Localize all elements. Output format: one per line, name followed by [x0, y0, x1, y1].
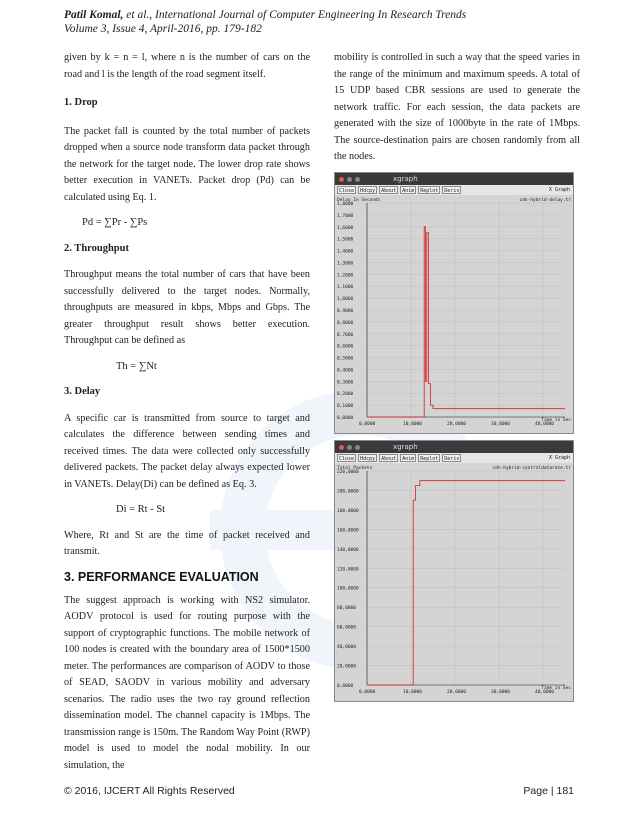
x-axis-label: Time in Sec — [541, 686, 571, 691]
x-tick-label: 0,0000 — [359, 422, 376, 427]
y-tick-label: 1,1000 — [337, 285, 354, 291]
x-tick-label: 30,0000 — [491, 690, 510, 695]
drop-formula: Pd = ∑Pr - ∑Ps — [82, 217, 148, 228]
close-button[interactable]: Close — [339, 188, 355, 194]
deriv-button[interactable]: Deriv — [444, 188, 460, 194]
throughput-paragraph: Throughput means the total number of cars that have been successfully delivered to the target nodes. Normally, throughputs are measured in kbps, Mbps and Gbps. The greater throughput result shows better execution. Throughput can be defined as — [64, 269, 310, 346]
y-tick-label: 60,0000 — [337, 625, 356, 631]
x-tick-label: 10,0000 — [403, 690, 422, 695]
delay-note: Where, Rt and St are the time of packet received and transmit. — [64, 529, 310, 557]
y-tick-label: 1,3000 — [337, 261, 354, 267]
y-tick-label: 120,0000 — [337, 567, 359, 573]
xgraph-titlebar — [335, 441, 573, 453]
y-axis-label: Delay In Seconds — [337, 198, 381, 203]
y-tick-label: 0,4000 — [337, 368, 354, 374]
maximize-window-icon[interactable] — [355, 445, 360, 450]
throughput-number: 2 — [64, 242, 70, 254]
y-tick-label: 0,7000 — [337, 332, 354, 338]
anim-button[interactable]: Anim — [402, 188, 415, 194]
y-tick-label: 20,0000 — [337, 664, 356, 670]
xgraph-title: xgraph — [393, 443, 418, 451]
xgraph-title: xgraph — [393, 175, 418, 183]
header-citation: et al., International Journal of Computer Engineering In Research Trends — [123, 9, 467, 21]
right-paragraph: mobility is controlled in such a way that the speed varies in the range of the minimum and maximum speeds. A total of 15 UDP based CBR sessions are used to generate the network traffic. For each session, the data packets are generated with the size of 1000byte in the rate of 1Mbps. The source-destination pairs are chosen randomly from all the nodes. — [334, 52, 580, 162]
y-tick-label: 0,5000 — [337, 356, 354, 362]
y-tick-label: 40,0000 — [337, 645, 356, 651]
close-window-icon[interactable] — [339, 177, 344, 182]
legend-entry: cdn-hybrid-delay.tr — [519, 198, 571, 203]
y-tick-label: 1,5000 — [337, 237, 354, 243]
x-tick-label: 30,0000 — [491, 422, 510, 427]
replot-button[interactable]: Replot — [420, 456, 439, 462]
x-tick-label: 40,0000 — [535, 422, 554, 427]
y-tick-label: 160,0000 — [337, 528, 359, 534]
hdcpy-button[interactable]: Hdcpy — [360, 456, 376, 462]
x-tick-label: 0,0000 — [359, 690, 376, 695]
right-column — [334, 50, 580, 166]
y-tick-label: 0,1000 — [337, 404, 354, 410]
y-axis-label: Total Packets — [337, 466, 373, 471]
xgraph-window-delay — [334, 172, 574, 434]
throughput-formula: Th = ∑Nt — [116, 360, 157, 372]
y-tick-label: 1,4000 — [337, 249, 354, 255]
xgraph-label: X Graph — [548, 187, 570, 193]
y-tick-label: 0,2000 — [337, 392, 354, 398]
drop-heading: 1. Drop — [64, 97, 98, 108]
xgraph-toolbar — [335, 453, 573, 463]
y-tick-label: 0,8000 — [337, 320, 354, 326]
intro-paragraph: given by k = n = l, where n is the number of cars on the road and l is the length of the road segment itself. — [64, 52, 310, 80]
y-tick-label: 1,0000 — [337, 297, 354, 303]
y-tick-label: 180,0000 — [337, 508, 359, 514]
y-tick-label: 1,7000 — [337, 213, 354, 219]
y-tick-label: 0,6000 — [337, 344, 354, 350]
close-button[interactable]: Close — [339, 456, 355, 462]
y-tick-label: 0,3000 — [337, 380, 354, 386]
y-tick-label: 0,0000 — [337, 416, 354, 421]
legend-entry: cdn-hybrid-controldatarate.tr — [492, 466, 571, 471]
drop-paragraph: The packet fall is counted by the total number of packets dropped when a source node transform data packet through the network for the target node. The lower drop rate shows better execution in VANETs. Packet drop (Pd) can be calculated using Eq. 1. — [64, 125, 310, 203]
xgraph-label: X Graph — [548, 455, 570, 461]
x-tick-label: 40,0000 — [535, 690, 554, 695]
xgraph-toolbar — [335, 185, 573, 195]
performance-paragraph: The suggest approach is working with NS2 simulator. AODV protocol is used for routing purpose with the support of cryptographic functions. The mobile network of 100 nodes is created with the boundary area of 1500*1500 meter. The performances are comparison of AODV to those of SEAD, SAODV in various mobility and adversary scenarios. The radio uses the two ray ground reflection dissemination model. The channel capacity is 1Mbps. The transmission range is 150m. The Random Way Point (RWP) model is used to model the nodal mobility. In our simulation, the — [64, 594, 310, 771]
y-tick-label: 100,0000 — [337, 586, 359, 592]
left-column — [64, 50, 310, 774]
y-tick-label: 140,0000 — [337, 547, 359, 553]
xgraph-window-packets — [334, 440, 574, 702]
y-tick-label: 0,0000 — [337, 684, 354, 689]
page-header — [64, 8, 584, 36]
delay-chart — [335, 195, 573, 433]
y-tick-label: 1,8000 — [337, 202, 354, 207]
minimize-window-icon[interactable] — [347, 177, 352, 182]
throughput-title: . Throughput — [69, 242, 129, 254]
footer-copyright: © 2016, IJCERT All Rights Reserved — [64, 785, 235, 797]
packets-chart — [335, 463, 573, 701]
header-author: Patil Komal, — [64, 9, 124, 21]
xgraph-titlebar — [335, 173, 573, 185]
x-tick-label: 20,0000 — [447, 422, 466, 427]
y-tick-label: 0,9000 — [337, 309, 354, 314]
anim-button[interactable]: Anim — [402, 456, 415, 462]
deriv-button[interactable]: Deriv — [444, 456, 460, 462]
footer-page-number: Page | 181 — [523, 785, 574, 797]
y-tick-label: 1,6000 — [337, 225, 354, 231]
hdcpy-button[interactable]: Hdcpy — [360, 188, 376, 194]
y-tick-label: 80,0000 — [337, 606, 356, 612]
x-axis-label: Time in Sec — [541, 418, 571, 423]
delay-paragraph: A specific car is transmitted from source to target and calculates the difference between sending times and received times. The data were collected only successfully delivered packets. The packet delay always expected lower in VANETs. Delay(Di) can be defined as Eq. 3. — [64, 412, 310, 490]
x-tick-label: 20,0000 — [447, 690, 466, 695]
x-tick-label: 10,0000 — [403, 422, 422, 427]
y-tick-label: 220,0000 — [337, 470, 359, 475]
maximize-window-icon[interactable] — [355, 177, 360, 182]
y-tick-label: 1,2000 — [337, 273, 354, 279]
replot-button[interactable]: Replot — [420, 188, 439, 194]
page-footer — [64, 785, 574, 797]
about-button[interactable]: About — [381, 188, 397, 194]
performance-heading: 3. PERFORMANCE EVALUATION — [64, 569, 259, 584]
close-window-icon[interactable] — [339, 445, 344, 450]
delay-formula: Di = Rt - St — [116, 504, 166, 515]
about-button[interactable]: About — [381, 456, 397, 462]
throughput-heading — [64, 241, 310, 258]
y-tick-label: 200,0000 — [337, 489, 359, 495]
plot-background — [335, 195, 573, 433]
header-volume: Volume 3, Issue 4, April-2016, pp. 179-182 — [64, 23, 262, 35]
minimize-window-icon[interactable] — [347, 445, 352, 450]
delay-heading: 3. Delay — [64, 386, 101, 397]
